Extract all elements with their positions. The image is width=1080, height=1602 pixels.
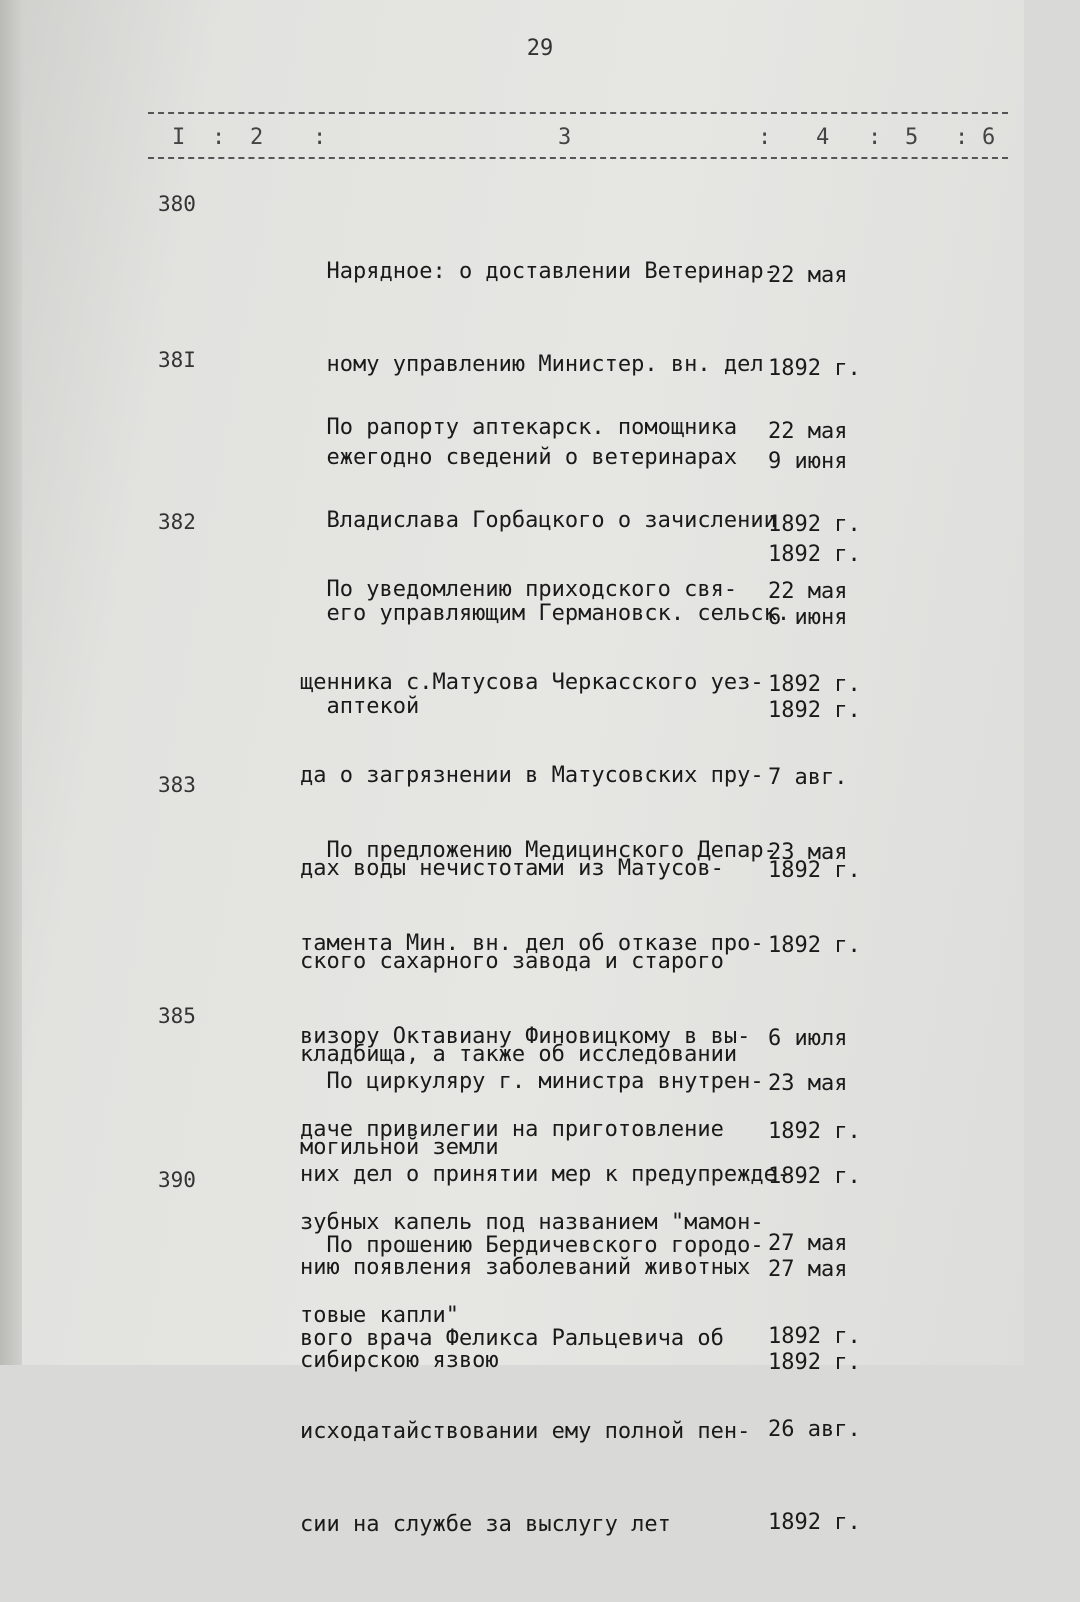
description-line: По прошению Бердичевского городо- [300, 1233, 764, 1258]
description-line: товые капли" [300, 1303, 459, 1328]
date-line: 23 мая [768, 840, 848, 865]
description-line: По предложению Медицинского Депар- [300, 838, 777, 863]
description-line: сии на службе за выслугу лет [300, 1512, 671, 1537]
date-line: 22 мая [768, 579, 848, 604]
description-line: По рапорту аптекарск. помощника [300, 415, 738, 440]
description-line: ского сахарного завода и старого [300, 949, 724, 974]
column-header-3: 3 [558, 125, 572, 150]
date-line: 1892 г. [768, 1164, 861, 1189]
description-line: исходатайствовании ему полной пен- [300, 1419, 751, 1444]
description-line: Владислава Горбацкого о зачислении [300, 508, 777, 533]
description-line: кладбища, а также об исследовании [300, 1042, 738, 1067]
description-line: дах воды нечистотами из Матусов- [300, 856, 724, 881]
date-line: 1892 г. [768, 512, 861, 537]
column-header-2: 2 [250, 125, 264, 150]
date-line: 6 июля [768, 1026, 848, 1051]
date-line: 1892 г. [768, 933, 861, 958]
entry-number: 382 [158, 510, 196, 534]
header-rule-top [148, 112, 1008, 114]
date-line: 1892 г. [768, 1510, 861, 1535]
description-line: ежегодно сведений о ветеринарах [300, 445, 738, 470]
description-line: его управляющим Германовск. сельск. [300, 601, 791, 626]
entry-description [300, 1168, 770, 1602]
date-line: 9 июня [768, 449, 848, 474]
column-separator: : [955, 125, 969, 150]
description-line: них дел о принятии мер к предупрежде- [300, 1162, 791, 1187]
description-line: зубных капель под названием "мамон- [300, 1210, 764, 1235]
description-line: щенника с.Матусова Черкасского уез- [300, 670, 764, 695]
column-separator: : [758, 125, 772, 150]
column-header-5: 5 [905, 125, 919, 150]
description-line: По циркуляру г. министра внутрен- [300, 1069, 764, 1094]
date-line: 1892 г. [768, 356, 861, 381]
description-line: сибирскою язвою [300, 1348, 499, 1373]
date-line: 1892 г. [768, 1119, 861, 1144]
date-line: 26 авг. [768, 1417, 861, 1442]
date-line: 1892 г. [768, 858, 861, 883]
description-line: да о загрязнении в Матусовских пру- [300, 763, 764, 788]
description-line: даче привилегии на приготовление [300, 1117, 724, 1142]
entry-number: 383 [158, 773, 196, 797]
description-line: вого врача Феликса Ральцевича об [300, 1326, 724, 1351]
entry-number: 38I [158, 348, 196, 372]
date-line: 23 мая [768, 1071, 848, 1096]
description-line: По уведомлению приходского свя- [300, 577, 738, 602]
date-line: 22 мая [768, 419, 848, 444]
description-line: нию появления заболеваний животных [300, 1255, 751, 1280]
column-header-4: 4 [816, 125, 830, 150]
date-line: 22 мая [768, 263, 848, 288]
entry-number: 385 [158, 1004, 196, 1028]
date-line: 27 мая [768, 1257, 848, 1282]
entry-dates [768, 1166, 861, 1600]
entry-number: 380 [158, 192, 196, 216]
page-binding-edge [0, 0, 22, 1365]
date-line: 7 авг. [768, 765, 848, 790]
description-line: могильной земли [300, 1135, 499, 1160]
date-line: 1892 г. [768, 672, 861, 697]
page-number: 29 [526, 36, 554, 61]
date-line: 27 мая [768, 1231, 848, 1256]
date-line: 1892 г. [768, 698, 861, 723]
header-rule-bottom [148, 157, 1008, 159]
column-header-1: I [172, 125, 186, 150]
description-line: Нарядное: о доставлении Ветеринар- [300, 259, 777, 284]
description-line: тамента Мин. вн. дел об отказе про- [300, 931, 764, 956]
description-line: ному управлению Министер. вн. дел [300, 352, 764, 377]
column-separator: : [212, 125, 226, 150]
column-separator: : [868, 125, 882, 150]
column-separator: : [313, 125, 327, 150]
date-line: 1892 г. [768, 1324, 861, 1349]
column-header-6: 6 [982, 125, 996, 150]
entry-number: 390 [158, 1168, 196, 1192]
description-line: аптекой [300, 694, 420, 719]
date-line: 1892 г. [768, 542, 861, 567]
description-line: визору Октавиану Финовицкому в вы- [300, 1024, 751, 1049]
date-line: 1892 г. [768, 1350, 861, 1375]
date-line: 6 июня [768, 605, 848, 630]
